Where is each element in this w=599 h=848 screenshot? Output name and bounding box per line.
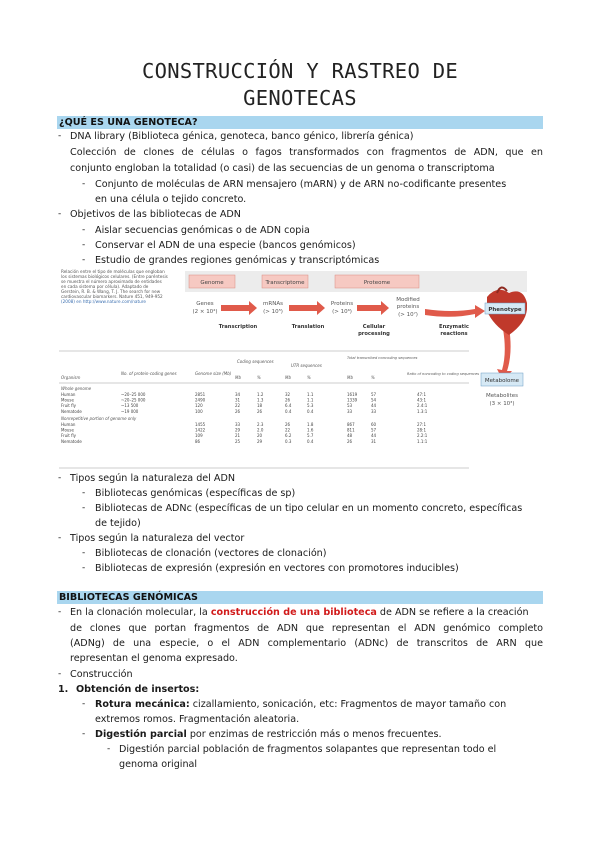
table-cell: 1.1	[307, 397, 314, 403]
table-cell: 109	[195, 433, 203, 439]
highlight-term: construcción de una biblioteca	[210, 607, 377, 618]
definition-line-2: conjunto engloban la totalidad (o casi) de las secuencias de un genoma o transcriptoma	[70, 163, 495, 174]
omics-figure	[57, 263, 527, 469]
bullet-dash: -	[58, 209, 62, 219]
objectives-line: Objetivos de las bibliotecas de ADN	[70, 209, 241, 220]
table-cell: Fruit fly	[61, 403, 77, 409]
proteome-label: Proteome	[363, 280, 391, 286]
enzymatic-label: Enzymatic	[439, 324, 469, 330]
digest-sub-line-2: genoma original	[119, 759, 198, 770]
expression-libraries-line: Bibliotecas de expresión (expresión en vectores con promotores inducibles)	[95, 563, 459, 574]
cloning-paragraph-line-3: (ADNg) de una especie, o el ADN complementario (ADNc) de transcritos de ARN que	[70, 638, 543, 649]
table-cell: 1339	[347, 397, 358, 403]
step-number: 1.	[58, 684, 69, 695]
table-cell: ~20–25 000	[121, 397, 146, 403]
table-cell: 1.8	[307, 422, 314, 427]
step-1-heading: Obtención de insertos:	[76, 684, 200, 695]
bullet-dash: -	[58, 533, 62, 543]
table-cell: 26	[257, 408, 263, 414]
bullet-dash: -	[58, 473, 62, 483]
caption-line: cardiovascular biomarkers. Nature 451, 949-952	[61, 294, 163, 299]
bullet-dash: -	[82, 699, 86, 709]
genome-label: Genome	[200, 280, 224, 286]
bullet-dash: -	[82, 225, 86, 235]
table-cell: 44	[371, 403, 377, 409]
table-cell: 2.0	[257, 427, 264, 433]
bullet-dash: -	[82, 503, 86, 513]
table-cell: ~13 500	[121, 403, 139, 409]
table-cell: 1.1	[307, 392, 314, 397]
table-unit: Mb	[235, 375, 241, 380]
bullet-dash: -	[107, 744, 111, 754]
table-unit: %	[307, 375, 311, 380]
table-cell: 2851	[195, 392, 206, 397]
table-cell: 2.2:1	[417, 433, 428, 439]
mrnas-count: (> 10⁵)	[263, 309, 283, 315]
table-cell: 0.4	[285, 408, 292, 414]
modified-count: (> 10⁷)	[398, 312, 418, 318]
transcription-label: Transcription	[218, 324, 258, 330]
metabolites-count: (3 × 10³)	[489, 401, 515, 407]
table-cell: 1.1:1	[417, 438, 428, 444]
table-cell: 2.4:1	[417, 403, 428, 409]
genes-count: (2 × 10⁴)	[192, 309, 218, 315]
metabolites-label: Metabolites	[486, 393, 518, 399]
table-cell: 1422	[195, 427, 206, 433]
reactions-label: reactions	[440, 331, 468, 337]
genomic-libraries-line: Bibliotecas genómicas (específicas de sp)	[95, 488, 296, 499]
rotura-term: Rotura mecánica:	[95, 699, 190, 710]
adnc-libraries-line-1: Bibliotecas de ADNc (específicas de un tipo celular en un momento concreto, específicas	[95, 503, 523, 514]
caption-line: Gerstein, R. B. & Wang, T. J. The search for new	[61, 289, 161, 294]
bullet-dash: -	[82, 240, 86, 250]
table-header-cell: UTR sequences	[291, 363, 322, 368]
table-cell: 20	[257, 433, 263, 439]
title-line-2: GENOTECAS	[243, 86, 357, 110]
table-cell: 57	[371, 427, 377, 433]
table-rows-whole-genome	[61, 392, 428, 414]
genes-label: Genes	[196, 301, 214, 307]
table-cell: Mouse	[61, 397, 74, 403]
table-cell: 32	[285, 392, 291, 397]
table-cell: 22	[285, 427, 291, 433]
title-line-1: CONSTRUCCIÓN Y RASTREO DE	[141, 59, 459, 83]
table-cell: 120	[195, 403, 203, 409]
table-cell: Mouse	[61, 427, 74, 433]
table-cell: 44	[371, 433, 377, 439]
table-cell: 1.2	[257, 392, 264, 397]
table-cell: 18	[257, 403, 263, 409]
digest-sub-line-1: Digestión parcial población de fragmentos solapantes que representan todo el	[119, 744, 497, 755]
construction-line: Construcción	[70, 669, 133, 680]
table-unit: %	[371, 375, 375, 380]
modified-label-2: proteins	[396, 304, 420, 310]
sub-definition-line-1: Conjunto de moléculas de ARN mensajero (mARN) y de ARN no-codificante presentes	[95, 179, 507, 190]
dna-library-line: DNA library (Biblioteca génica, genoteca, banco génico, librería génica)	[70, 131, 414, 142]
bullet-dash: -	[58, 669, 62, 679]
proteins-label: Proteins	[330, 301, 354, 307]
arrow-right-icon	[357, 301, 389, 315]
table-cell: Human	[61, 392, 76, 397]
paragraph-text: de ADN se refiere a la creación	[376, 607, 529, 618]
table-cell: ~19 000	[121, 408, 139, 414]
table-cell: 48	[347, 433, 353, 439]
caption-line: los sistemas biológicos celulares. (Entre paréntesis	[61, 274, 168, 279]
processing-label: processing	[358, 331, 390, 337]
cloning-libraries-line: Bibliotecas de clonación (vectores de clonación)	[95, 548, 327, 559]
table-cell: 5.3	[307, 403, 314, 409]
digestion-term: Digestión parcial	[95, 729, 187, 740]
table-cell: 86	[195, 438, 201, 444]
table-cell: 47:1	[417, 392, 426, 397]
table-unit: %	[257, 375, 261, 380]
table-header-cell: No. of protein-coding genes	[121, 371, 177, 376]
figure-caption	[61, 269, 168, 304]
translation-label: Translation	[291, 324, 325, 330]
table-cell: 6.4	[285, 403, 292, 409]
table-cell: 25	[235, 438, 241, 444]
objective-item: Aislar secuencias genómicas o de ADN copia	[95, 225, 310, 236]
section-heading-genomic: BIBLIOTECAS GENÓMICAS	[57, 591, 543, 604]
modified-label: Modified	[396, 297, 420, 303]
omics-figure-svg	[57, 263, 527, 469]
rotura-line-1	[95, 698, 506, 711]
vector-types-line: Tipos según la naturaleza del vector	[70, 533, 245, 544]
bullet-dash: -	[82, 563, 86, 573]
metabolome-label: Metabolome	[484, 378, 520, 384]
arrow-right-icon	[221, 301, 257, 315]
table-cell: 1.3	[257, 397, 264, 403]
cellular-label: Cellular	[362, 324, 386, 330]
table-cell: 60	[371, 422, 377, 427]
cloning-paragraph-line-4: representan el genoma expresado.	[70, 653, 238, 664]
table-cell: Fruit fly	[61, 433, 77, 439]
section-heading-genoteca: ¿QUÉ ES UNA GENOTECA?	[57, 116, 543, 129]
table-cell: 31	[235, 397, 241, 403]
adnc-libraries-line-2: de tejido)	[95, 518, 141, 529]
table-header-cell: Ratio of noncoding to coding sequences	[407, 372, 480, 376]
table-unit: Mb	[347, 375, 353, 380]
bullet-dash: -	[58, 607, 62, 617]
caption-line: se muestra el número aproximado de entidades	[61, 279, 162, 284]
table-cell: 43:1	[417, 397, 426, 403]
table-cell: Nematode	[61, 408, 82, 414]
table-cell: 22	[235, 403, 241, 409]
table-header-cell: Genome size (Mb)	[195, 371, 232, 376]
table-cell: 0.4	[307, 408, 314, 414]
table-cell: 33	[371, 408, 377, 414]
paragraph-text: En la clonación molecular, la	[70, 607, 211, 618]
caption-line: en cada sistema por célula). Adaptado de	[61, 284, 149, 289]
table-cell: 29	[235, 427, 241, 433]
table-cell: 31	[371, 438, 377, 444]
rotura-text: cizallamiento, sonicación, etc: Fragmentos de mayor tamaño con	[189, 699, 507, 710]
digestion-line	[95, 728, 442, 741]
transcriptome-label: Transcriptome	[265, 280, 305, 286]
bullet-dash: -	[82, 548, 86, 558]
table-cell: 100	[195, 408, 203, 414]
table-cell: 29	[257, 438, 263, 444]
arrow-right-icon	[289, 301, 325, 315]
adn-types-line: Tipos según la naturaleza del ADN	[70, 473, 236, 484]
caption-line: Relación entre el tipo de moléculas que engloban	[61, 269, 165, 274]
table-cell: Human	[61, 422, 76, 427]
bullet-dash: -	[82, 729, 86, 739]
table-cell: 26	[235, 408, 241, 414]
table-cell: 33	[347, 408, 353, 414]
sub-definition-line-2: en una célula o tejido concreto.	[95, 194, 247, 205]
bullet-dash: -	[82, 179, 86, 189]
table-cell: 2490	[195, 397, 206, 403]
table-header	[61, 356, 479, 380]
table-cell: 1619	[347, 392, 358, 397]
rotura-line-2: extremos romos. Fragmentación aleatoria.	[95, 714, 300, 725]
digestion-text: por enzimas de restricción más o menos frecuentes.	[186, 729, 442, 740]
table-cell: 867	[347, 422, 355, 427]
table-cell: 21	[235, 433, 241, 439]
table-cell: 1455	[195, 422, 206, 427]
table-cell: 26	[285, 422, 291, 427]
page-title	[40, 58, 560, 112]
table-unit: Mb	[285, 375, 291, 380]
caption-line: (2008) en http://www.nature.com/nature	[61, 299, 146, 304]
proteins-count: (> 10⁶)	[332, 309, 352, 315]
table-cell: 26	[285, 397, 291, 403]
table-header-cell: Coding sequences	[237, 359, 274, 364]
table-cell: 34	[235, 392, 241, 397]
table-rows-nonrepetitive	[61, 422, 428, 444]
definition-line-1: Colección de clones de células o fagos transformados con fragmentos de ADN, que en	[70, 147, 543, 158]
table-cell: 2.3	[257, 422, 264, 427]
table-cell: 6.2	[285, 433, 292, 439]
table-cell: 0.4	[307, 438, 314, 444]
bullet-dash: -	[82, 255, 86, 265]
table-header-cell: Organism	[61, 375, 81, 380]
table-group-label: Nonrepetitive portion of genome only	[61, 416, 137, 421]
arrow-right-icon	[425, 305, 485, 318]
table-cell: 26	[347, 438, 353, 444]
table-cell: 0.3	[285, 438, 292, 444]
objective-item: Conservar el ADN de una especie (bancos genómicos)	[95, 240, 356, 251]
table-cell: 1.3:1	[417, 408, 428, 414]
cloning-paragraph-line-2: de clones que portan fragmentos de ADN que representan el ADN genómico completo	[70, 623, 543, 634]
table-cell: 33	[235, 422, 241, 427]
cloning-paragraph-line-1	[70, 606, 529, 619]
objective-item: Estudio de grandes regiones genómicas y transcriptómicas	[95, 255, 380, 266]
table-cell: 53	[347, 403, 353, 409]
table-cell: 57	[371, 392, 377, 397]
table-cell: 54	[371, 397, 377, 403]
table-cell: 5.7	[307, 433, 314, 439]
table-cell: 27:1	[417, 422, 426, 427]
phenotype-label: Phenotype	[488, 307, 522, 313]
table-cell: ~20–25 000	[121, 392, 146, 397]
table-group-label: Whole genome	[61, 386, 92, 391]
table-cell: 28:1	[417, 427, 426, 433]
table-cell: Nematode	[61, 438, 82, 444]
bullet-dash: -	[58, 131, 62, 141]
bullet-dash: -	[82, 488, 86, 498]
table-cell: 1.6	[307, 427, 314, 433]
table-cell: 811	[347, 427, 355, 433]
table-header-cell: Total transcribed noncoding sequences	[347, 356, 418, 360]
genome-table	[59, 351, 479, 468]
mrnas-label: mRNAs	[263, 301, 283, 307]
